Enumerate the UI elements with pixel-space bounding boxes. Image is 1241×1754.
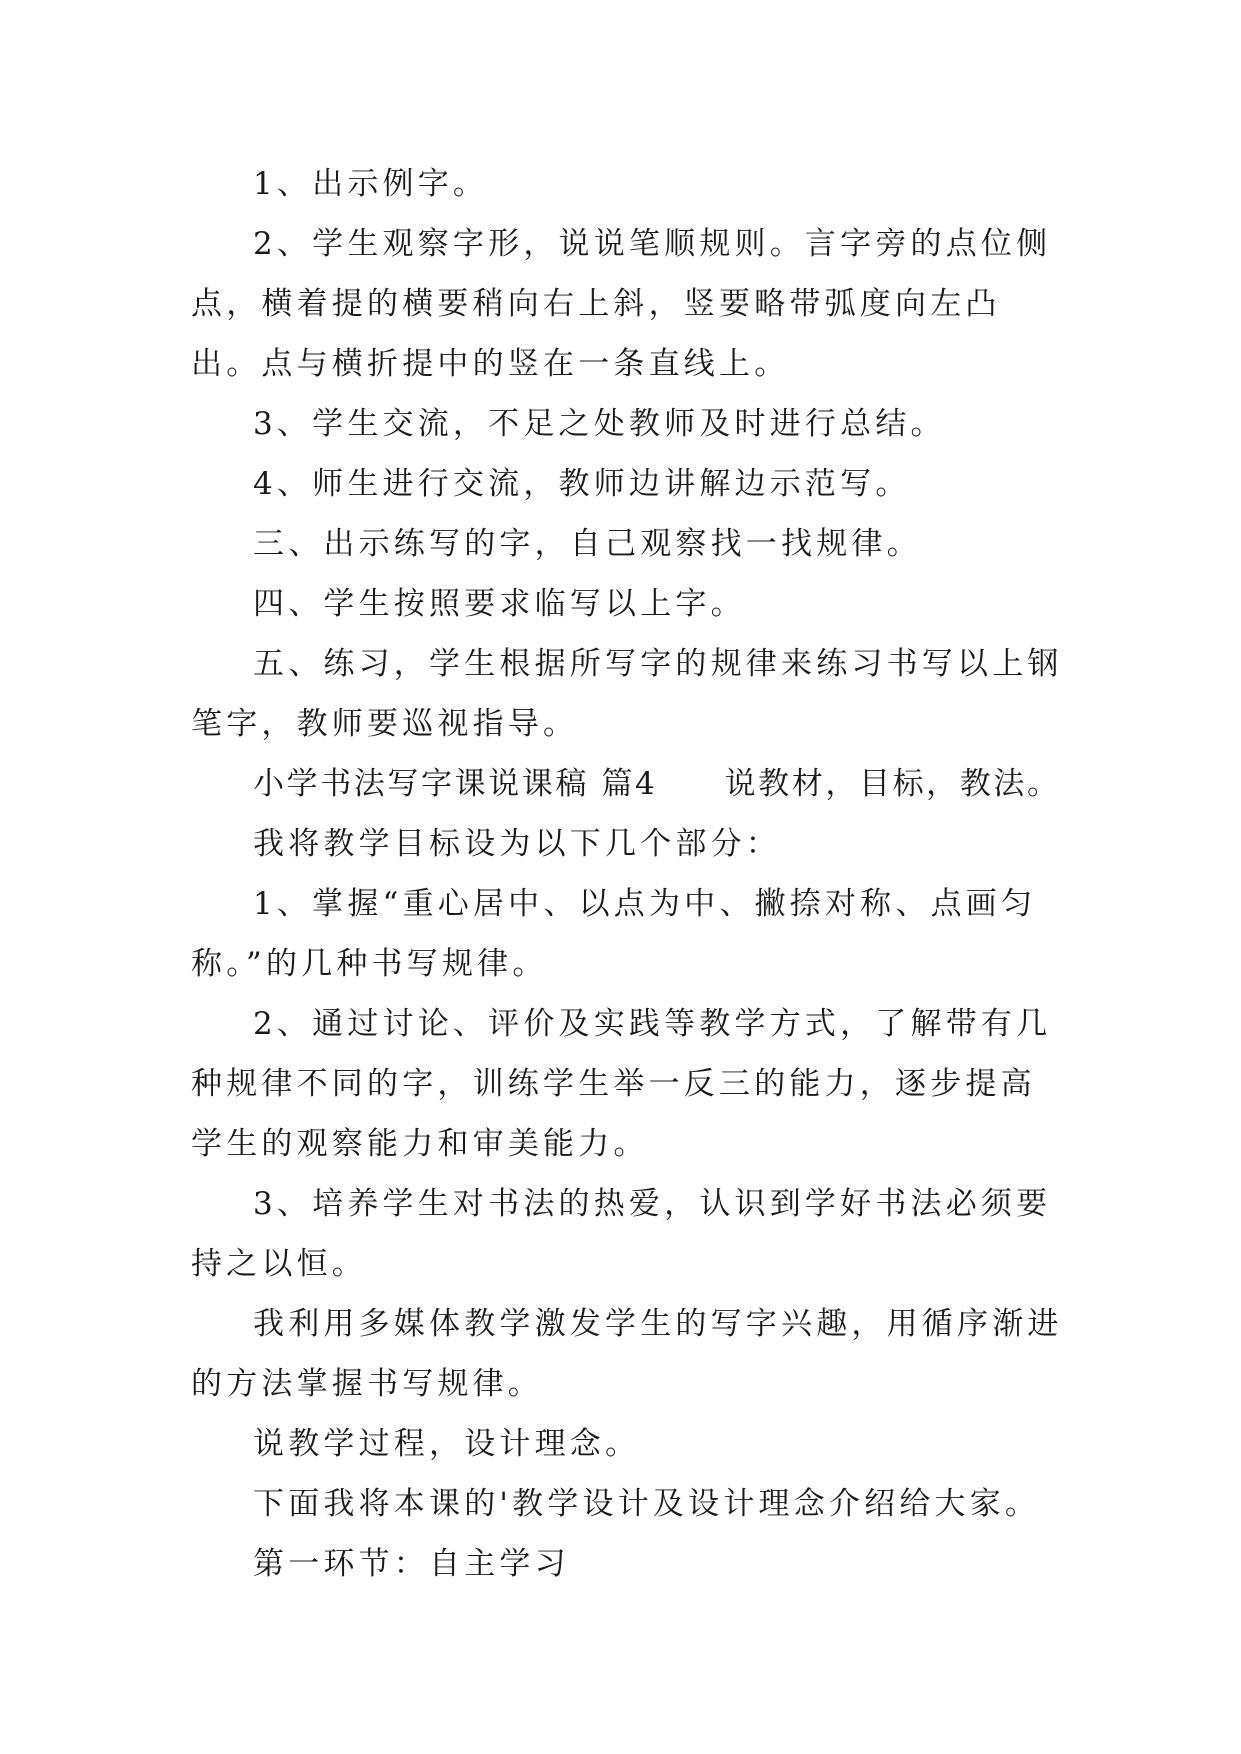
paragraph-step-4: 4、师生进行交流，教师边讲解边示范写。 bbox=[253, 466, 911, 502]
paragraph-stage-1: 第一环节：自主学习 bbox=[253, 1546, 570, 1582]
paragraph-section-5: 五、练习，学生根据所写字的规律来练习书写以上钢笔字，教师要巡视指导。 bbox=[191, 646, 1063, 742]
paragraph-goals-intro: 我将教学目标设为以下几个部分： bbox=[253, 826, 781, 862]
paragraph-article-heading: 小学书法写字课说课稿 篇4 说教材，目标，教法。 bbox=[253, 766, 1061, 802]
paragraph-process-heading: 说教学过程，设计理念。 bbox=[253, 1426, 641, 1462]
document-body bbox=[191, 154, 1066, 1594]
paragraph-step-2: 2、学生观察字形，说说笔顺规则。言字旁的点位侧点，横着提的横要稍向右上斜，竖要略带弧度向左凸出。点与横折提中的竖在一条直线上。 bbox=[191, 226, 1052, 382]
paragraph-section-4: 四、学生按照要求临写以上字。 bbox=[253, 586, 746, 622]
paragraph-step-1: 1、出示例字。 bbox=[253, 166, 489, 202]
paragraph-goal-3: 3、培养学生对书法的热爱，认识到学好书法必须要持之以恒。 bbox=[191, 1186, 1052, 1282]
paragraph-section-3: 三、出示练写的字，自己观察找一找规律。 bbox=[253, 526, 922, 562]
paragraph-method: 我利用多媒体教学激发学生的写字兴趣，用循序渐进的方法掌握书写规律。 bbox=[191, 1306, 1063, 1402]
paragraph-goal-2: 2、通过讨论、评价及实践等教学方式，了解带有几种规律不同的字，训练学生举一反三的能力，逐步提高学生的观察能力和审美能力。 bbox=[191, 1006, 1052, 1162]
paragraph-design-intro: 下面我将本课的'教学设计及设计理念介绍给大家。 bbox=[253, 1486, 1041, 1522]
paragraph-step-3: 3、学生交流，不足之处教师及时进行总结。 bbox=[253, 406, 946, 442]
paragraph-goal-1: 1、掌握“重心居中、以点为中、撇捺对称、点画匀称。”的几种书写规律。 bbox=[191, 886, 1037, 982]
